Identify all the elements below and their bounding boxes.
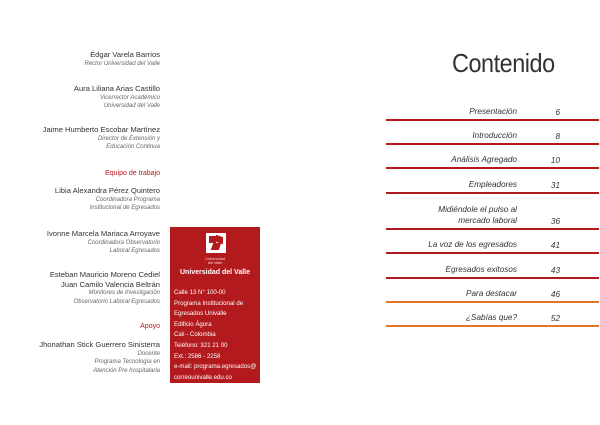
- credit-support: [0, 340, 160, 375]
- toc-label: Análisis Agregado: [451, 154, 517, 164]
- logo-text-line: Universidad: [204, 257, 226, 261]
- person-role: Vicerrector Académico: [99, 94, 160, 101]
- toc-label: Egresados exitosos: [445, 264, 517, 274]
- toc-page: 46: [550, 290, 560, 299]
- card-line: Cali - Colombia: [174, 331, 216, 339]
- card-line: Programa Institucional de: [174, 299, 244, 307]
- card-address: [174, 288, 260, 383]
- toc-page: 8: [555, 132, 560, 141]
- logo-text-line: del Valle: [207, 261, 223, 266]
- credit-rector: [0, 50, 160, 68]
- toc-label: Midiéndole el pulso al mercado laboral: [438, 205, 517, 225]
- person-role: Rector Universidad del Valle: [84, 60, 160, 67]
- team-heading: Equipo de trabajo: [105, 170, 160, 177]
- card-line: Ext.: 2586 - 2258: [174, 352, 221, 360]
- toc-item-la-voz-de-los-egresados[interactable]: [386, 236, 599, 254]
- toc-rule: [386, 143, 599, 145]
- toc-label: Introducción: [472, 130, 517, 140]
- person-name: Esteban Mauricio Moreno Cediel: [49, 270, 160, 279]
- toc-rule: [386, 228, 599, 230]
- toc-item-midiendole-el-pulso[interactable]: [386, 200, 599, 230]
- person-role: Docente: [137, 350, 160, 357]
- contents-heading: Contenido: [452, 48, 555, 78]
- person-name: Libia Alexandra Pérez Quintero: [54, 186, 160, 195]
- person-name: Édgar Varela Barrios: [90, 50, 160, 59]
- toc-rule: [386, 277, 599, 279]
- credit-director: [0, 125, 160, 152]
- toc-rule: [386, 192, 599, 194]
- toc-page: 43: [550, 266, 560, 275]
- toc-page: 10: [550, 156, 560, 165]
- toc-rule: [386, 252, 599, 254]
- card-email[interactable]: correounivalle.edu.co: [174, 373, 232, 381]
- toc-item-egresados-exitosos[interactable]: [386, 261, 599, 279]
- credit-team-observatory: [0, 229, 160, 256]
- support-heading: Apoyo: [140, 323, 160, 330]
- toc-rule: [386, 119, 599, 121]
- person-role: Institucional de Egresados: [89, 205, 160, 212]
- toc-label: Presentación: [469, 106, 517, 116]
- toc-item-para-destacar[interactable]: [386, 285, 599, 303]
- toc-page: 31: [550, 181, 560, 190]
- person-name: Ivonne Marcela Mariaca Arroyave: [46, 229, 160, 238]
- credit-team-coordinator: [0, 186, 160, 213]
- toc-label: ¿Sabías que?: [466, 312, 517, 322]
- toc-page: 41: [550, 241, 560, 250]
- person-role: Director de Extensión y: [97, 135, 160, 142]
- person-role: Educación Continua: [106, 144, 160, 151]
- person-role: Observatorio Laboral Egresados: [73, 298, 160, 305]
- card-line: Calle 13 N° 100-00: [174, 289, 226, 296]
- toc-item-presentacion[interactable]: [386, 104, 599, 121]
- card-line: Egresados Univalle: [174, 310, 227, 318]
- person-role: Coordinadora Observatorio: [87, 239, 160, 246]
- person-role: Programa Tecnología en: [94, 359, 160, 366]
- card-title: Universidad del Valle: [179, 269, 251, 276]
- person-role: Laboral Egresados: [109, 248, 160, 255]
- toc-rule: [386, 301, 599, 303]
- toc-label: Empleadores: [468, 179, 517, 189]
- person-role: Atención Pre hospitalaria: [93, 367, 160, 374]
- person-name: Jhonathan Stick Guerrero Sinisterra: [39, 340, 160, 349]
- toc-item-analisis-agregado[interactable]: [386, 151, 599, 169]
- toc-page: 36: [550, 217, 560, 226]
- credit-vicerrector: [0, 84, 160, 111]
- toc-item-empleadores[interactable]: [386, 176, 599, 194]
- card-email[interactable]: e-mail: programa.egresados@: [174, 363, 257, 371]
- card-line: Teléfono: 321 21 00: [174, 341, 228, 349]
- card-line: Edificio Ágora: [174, 320, 212, 328]
- credit-team-monitors: [0, 270, 160, 306]
- person-role: Coordinadora Programa: [95, 196, 160, 203]
- person-name: Aura Liliana Arias Castillo: [73, 84, 160, 93]
- person-name: Juan Camilo Valencia Beltrán: [60, 279, 160, 289]
- toc-rule: [386, 325, 599, 327]
- toc-rule: [386, 167, 599, 169]
- toc-page: 52: [550, 314, 560, 323]
- person-name: Jaime Humberto Escobar Martínez: [42, 125, 160, 134]
- person-role: Universidad del Valle: [103, 103, 160, 110]
- toc-label: La voz de los egresados: [428, 239, 517, 249]
- toc-item-sabias-que[interactable]: [386, 309, 599, 327]
- toc-item-introduccion[interactable]: [386, 127, 599, 145]
- logo-text: [190, 257, 240, 265]
- person-role: Monitores de Investigación: [88, 290, 160, 296]
- university-card: [170, 227, 260, 383]
- toc-label: Para destacar: [466, 288, 517, 298]
- university-logo-icon: [206, 233, 226, 253]
- toc-page: 6: [555, 108, 560, 117]
